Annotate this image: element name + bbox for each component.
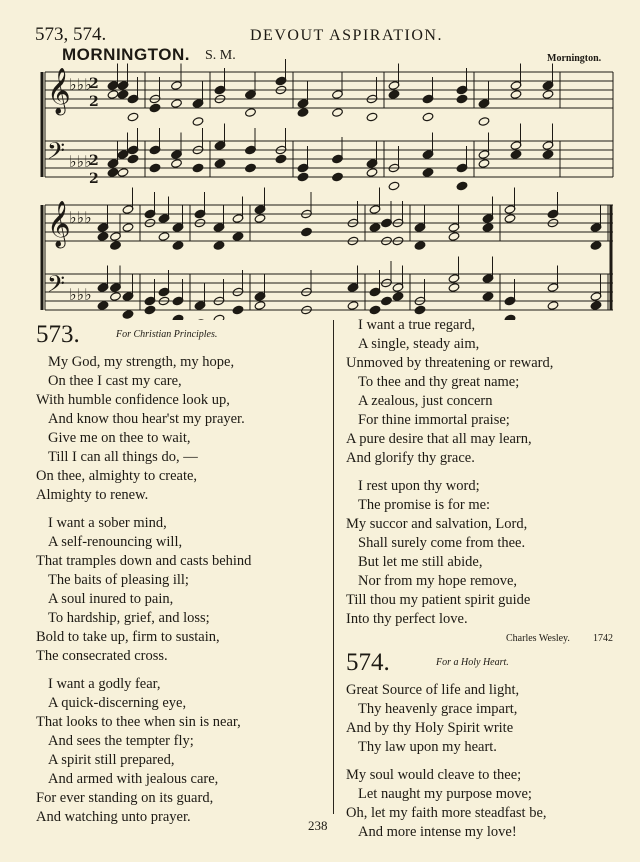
note-head	[482, 223, 494, 233]
flat-signature: ♭♭♭	[69, 208, 92, 227]
verse-line: Let naught my purpose move;	[358, 786, 532, 802]
hymn-573-title: For Christian Principles.	[116, 329, 218, 340]
note-head	[414, 241, 426, 251]
note-head	[381, 296, 393, 306]
note-head	[590, 241, 602, 251]
verse-line: Give me on thee to wait,	[48, 430, 191, 446]
note-head	[590, 301, 602, 311]
verse-line: That looks to thee when sin is near,	[36, 714, 241, 730]
note-head	[117, 168, 129, 178]
flat-signature: ♭♭♭	[69, 75, 92, 94]
note-head	[542, 90, 554, 100]
hymn-numbers: 573, 574.	[35, 24, 107, 45]
verse-line: Till I can all things do, —	[48, 449, 198, 465]
bass-clef: 𝄢	[47, 270, 66, 303]
note-head	[172, 241, 184, 251]
note-head	[366, 168, 378, 178]
verse-line: Almighty to renew.	[36, 487, 149, 503]
note-head	[214, 159, 226, 169]
verse-line: My soul would cleave to thee;	[346, 767, 522, 783]
verse-line: The promise is for me:	[358, 497, 491, 513]
tune-name: MORNINGTON.	[62, 45, 190, 64]
stanza	[346, 766, 618, 842]
note-head	[144, 305, 156, 315]
stanza	[346, 316, 618, 468]
note-head	[422, 112, 434, 122]
verse-line: On thee I cast my care,	[48, 373, 182, 389]
verse-line: But let me still abide,	[358, 554, 483, 570]
verse-line: Shall surely come from thee.	[358, 535, 526, 551]
verse-line: That tramples down and casts behind	[36, 553, 252, 569]
note-head	[232, 305, 244, 315]
verse-line: And sees the tempter fly;	[48, 733, 194, 749]
treble-clef: 𝄞	[47, 68, 71, 114]
note-head	[332, 108, 344, 118]
note-head	[366, 112, 378, 122]
verse-line: I want a sober mind,	[48, 515, 167, 531]
note-head	[97, 232, 109, 242]
hymn-573-number: 573.	[36, 321, 80, 348]
hymn-573-heading	[36, 321, 328, 353]
note-head	[422, 168, 434, 178]
note-head	[478, 159, 490, 169]
stanza	[346, 477, 618, 629]
note-head	[158, 232, 170, 242]
stanza	[36, 675, 328, 827]
verse-line: And by thy Holy Spirit write	[346, 720, 514, 736]
note-head	[414, 305, 426, 315]
verse-line: For ever standing on its guard,	[36, 790, 214, 806]
note-head	[127, 154, 139, 164]
note-head	[122, 310, 134, 320]
verse-line: Bold to take up, firm to sustain,	[36, 629, 220, 645]
verse-line: And more intense my love!	[358, 824, 517, 840]
note-head	[172, 314, 184, 320]
note-head	[213, 314, 225, 320]
note-head	[297, 172, 309, 182]
note-head	[456, 181, 468, 191]
column-divider	[333, 320, 334, 814]
verse-line: A pure desire that all may learn,	[346, 431, 532, 447]
note-head	[192, 163, 204, 173]
note-head	[254, 214, 266, 224]
note-head	[347, 301, 359, 311]
verse-line: Great Source of life and light,	[346, 682, 520, 698]
verse-line: I want a true regard,	[358, 317, 476, 333]
stanza	[36, 353, 328, 505]
flat-signature: ♭♭♭	[69, 285, 92, 304]
note-head	[510, 90, 522, 100]
verse-line: Into thy perfect love.	[346, 611, 468, 627]
note-head	[369, 305, 381, 315]
note-head	[482, 292, 494, 302]
note-head	[388, 181, 400, 191]
verse-line: With humble confidence look up,	[36, 392, 230, 408]
note-head	[456, 94, 468, 104]
note-head	[392, 292, 404, 302]
note-head	[254, 301, 266, 311]
tune-meter: S. M.	[205, 48, 236, 63]
note-head	[547, 301, 559, 311]
note-head	[504, 214, 516, 224]
note-head	[107, 168, 119, 178]
bass-clef: 𝄢	[47, 137, 66, 170]
left-column	[36, 321, 328, 827]
verse-line: A soul inured to pain,	[48, 591, 174, 607]
note-head	[149, 103, 161, 113]
note-head	[245, 108, 257, 118]
time-signature: 2	[89, 171, 99, 187]
note-head	[542, 150, 554, 160]
flat-signature: ♭♭♭	[69, 152, 92, 171]
hymn-574-title: For a Holy Heart.	[436, 657, 509, 668]
stanza	[346, 681, 618, 757]
note-head	[448, 283, 460, 293]
treble-clef: 𝄞	[47, 201, 71, 247]
tune-label: Mornington.	[547, 53, 602, 64]
note-head	[192, 117, 204, 127]
year: 1742	[593, 633, 613, 644]
note-head	[369, 223, 381, 233]
note-head	[97, 301, 109, 311]
verse-line: For thine immortal praise;	[358, 412, 510, 428]
hymn-574-number: 574.	[346, 649, 390, 676]
note-head	[213, 241, 225, 251]
note-head	[448, 232, 460, 242]
note-head	[122, 223, 134, 233]
note-head	[275, 154, 287, 164]
verse-line: And armed with jealous care,	[48, 771, 219, 787]
verse-line: My God, my strength, my hope,	[48, 354, 235, 370]
verse-line: The baits of pleasing ill;	[48, 572, 189, 588]
note-head	[232, 232, 244, 242]
verse-line: The consecrated cross.	[36, 648, 168, 664]
note-head	[117, 90, 129, 100]
note-head	[332, 172, 344, 182]
verse-line: Thy law upon my heart.	[358, 739, 497, 755]
note-head	[478, 117, 490, 127]
verse-line: A single, steady aim,	[358, 336, 480, 352]
time-signature: 2	[89, 94, 99, 110]
verse-line: I rest upon thy word;	[358, 478, 480, 494]
note-head	[388, 90, 400, 100]
verse-line: A quick-discerning eye,	[48, 695, 187, 711]
verse-line: And watching unto prayer.	[36, 809, 191, 825]
note-head	[194, 319, 206, 320]
verse-line: And know thou hear'st my prayer.	[48, 411, 245, 427]
time-signature: 2	[89, 76, 99, 92]
stanza	[36, 514, 328, 666]
verse-line: My succor and salvation, Lord,	[346, 516, 528, 532]
note-head	[171, 159, 183, 169]
hymn-574-heading	[346, 649, 618, 681]
time-signature: 2	[89, 153, 99, 169]
verse-line: A zealous, just concern	[358, 393, 493, 409]
verse-line: Nor from my hope remove,	[358, 573, 518, 589]
verse-line: Till thou my patient spirit guide	[346, 592, 531, 608]
note-head	[245, 163, 257, 173]
verse-line: To thee and thy great name;	[358, 374, 520, 390]
verse-line: On thee, almighty to create,	[36, 468, 198, 484]
note-head	[149, 163, 161, 173]
verse-line: I want a godly fear,	[48, 676, 161, 692]
note-head	[510, 150, 522, 160]
note-head	[171, 99, 183, 109]
note-head	[127, 112, 139, 122]
music-score	[0, 0, 640, 320]
note-head	[297, 108, 309, 118]
page-number: 238	[308, 818, 328, 833]
verse-line: Unmoved by threatening or reward,	[346, 355, 554, 371]
verse-line: A self-renouncing will,	[48, 534, 183, 550]
note-head	[110, 292, 122, 302]
verse-line: To hardship, grief, and loss;	[48, 610, 210, 626]
note-head	[301, 227, 313, 237]
right-column	[346, 316, 618, 842]
note-head	[110, 241, 122, 251]
verse-line: A spirit still prepared,	[48, 752, 175, 768]
note-head	[107, 90, 119, 100]
verse-line: And glorify thy grace.	[346, 450, 475, 466]
page-heading: DEVOUT ASPIRATION.	[250, 27, 443, 44]
author: Charles Wesley.	[506, 633, 570, 644]
verse-line: Oh, let my faith more steadfast be,	[346, 805, 547, 821]
verse-line: Thy heavenly grace impart,	[358, 701, 518, 717]
